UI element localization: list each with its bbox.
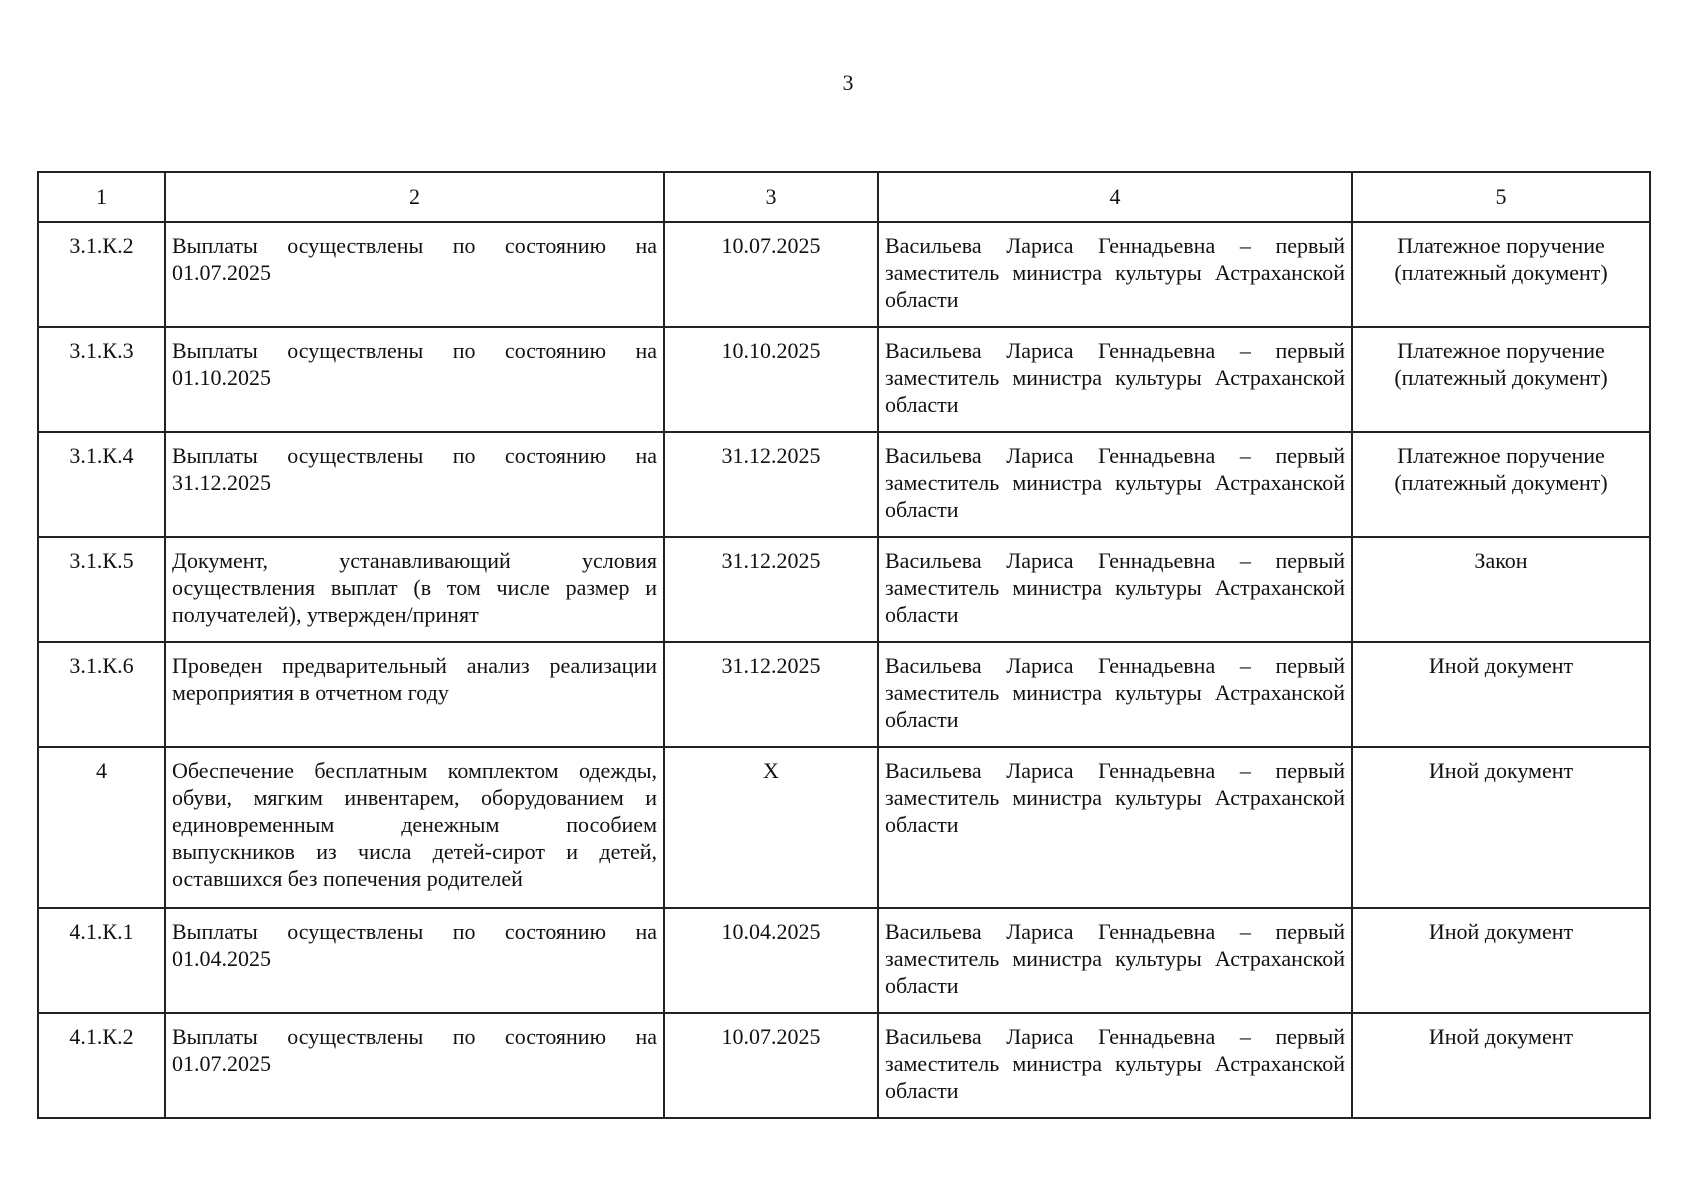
- row-document: Платежное поручение (платежный документ): [1352, 327, 1650, 432]
- row-id: 3.1.К.4: [38, 432, 165, 537]
- row-responsible: Васильева Лариса Геннадьевна – первый заместитель министра культуры Астраханской области: [878, 327, 1352, 432]
- row-document: Иной документ: [1352, 908, 1650, 1013]
- table-row: [38, 222, 1650, 327]
- table-row: [38, 908, 1650, 1013]
- table-body: [38, 222, 1650, 1118]
- table-row: [38, 642, 1650, 747]
- row-id: 4.1.К.2: [38, 1013, 165, 1118]
- row-id: 4.1.К.1: [38, 908, 165, 1013]
- row-description: Проведен предварительный анализ реализации мероприятия в отчетном году: [165, 642, 664, 747]
- row-description: Выплаты осуществлены по состоянию на 01.10.2025: [165, 327, 664, 432]
- row-document: Иной документ: [1352, 1013, 1650, 1118]
- row-responsible: Васильева Лариса Геннадьевна – первый заместитель министра культуры Астраханской области: [878, 908, 1352, 1013]
- row-date: 31.12.2025: [664, 642, 878, 747]
- row-responsible: Васильева Лариса Геннадьевна – первый заместитель министра культуры Астраханской области: [878, 537, 1352, 642]
- row-date: 10.07.2025: [664, 1013, 878, 1118]
- row-date: 31.12.2025: [664, 432, 878, 537]
- table-row: [38, 327, 1650, 432]
- header-col-5: 5: [1352, 172, 1650, 222]
- row-date: 10.10.2025: [664, 327, 878, 432]
- row-id: 3.1.К.3: [38, 327, 165, 432]
- page-number: 3: [842, 70, 854, 95]
- table-header: [38, 172, 1650, 222]
- row-document: Платежное поручение (платежный документ): [1352, 222, 1650, 327]
- row-date: 31.12.2025: [664, 537, 878, 642]
- row-date: 10.04.2025: [664, 908, 878, 1013]
- row-responsible: Васильева Лариса Геннадьевна – первый заместитель министра культуры Астраханской области: [878, 1013, 1352, 1118]
- row-description: Выплаты осуществлены по состоянию на 01.07.2025: [165, 1013, 664, 1118]
- table-row: [38, 1013, 1650, 1118]
- row-description: Обеспечение бесплатным комплектом одежды, обуви, мягким инвентарем, оборудованием и единовременным денежным пособием выпускников из числа детей-сирот и детей, оставшихся без попечения родителей: [165, 747, 664, 908]
- row-description: Выплаты осуществлены по состоянию на 01.07.2025: [165, 222, 664, 327]
- row-document: Иной документ: [1352, 642, 1650, 747]
- header-row: [38, 172, 1650, 222]
- header-col-1: 1: [38, 172, 165, 222]
- table-row: [38, 537, 1650, 642]
- row-responsible: Васильева Лариса Геннадьевна – первый заместитель министра культуры Астраханской области: [878, 747, 1352, 908]
- row-id: 4: [38, 747, 165, 908]
- row-document: Иной документ: [1352, 747, 1650, 908]
- row-responsible: Васильева Лариса Геннадьевна – первый заместитель министра культуры Астраханской области: [878, 642, 1352, 747]
- row-id: 3.1.К.6: [38, 642, 165, 747]
- header-col-4: 4: [878, 172, 1352, 222]
- measures-table: [37, 171, 1651, 1119]
- table-row: [38, 747, 1650, 908]
- row-responsible: Васильева Лариса Геннадьевна – первый заместитель министра культуры Астраханской области: [878, 222, 1352, 327]
- table-row: [38, 432, 1650, 537]
- row-document: Платежное поручение (платежный документ): [1352, 432, 1650, 537]
- row-description: Выплаты осуществлены по состоянию на 01.04.2025: [165, 908, 664, 1013]
- row-date: X: [664, 747, 878, 908]
- row-responsible: Васильева Лариса Геннадьевна – первый заместитель министра культуры Астраханской области: [878, 432, 1352, 537]
- row-id: 3.1.К.5: [38, 537, 165, 642]
- row-document: Закон: [1352, 537, 1650, 642]
- header-col-3: 3: [664, 172, 878, 222]
- row-id: 3.1.К.2: [38, 222, 165, 327]
- header-col-2: 2: [165, 172, 664, 222]
- row-description: Документ, устанавливающий условия осуществления выплат (в том числе размер и получателей), утвержден/принят: [165, 537, 664, 642]
- row-date: 10.07.2025: [664, 222, 878, 327]
- row-description: Выплаты осуществлены по состоянию на 31.12.2025: [165, 432, 664, 537]
